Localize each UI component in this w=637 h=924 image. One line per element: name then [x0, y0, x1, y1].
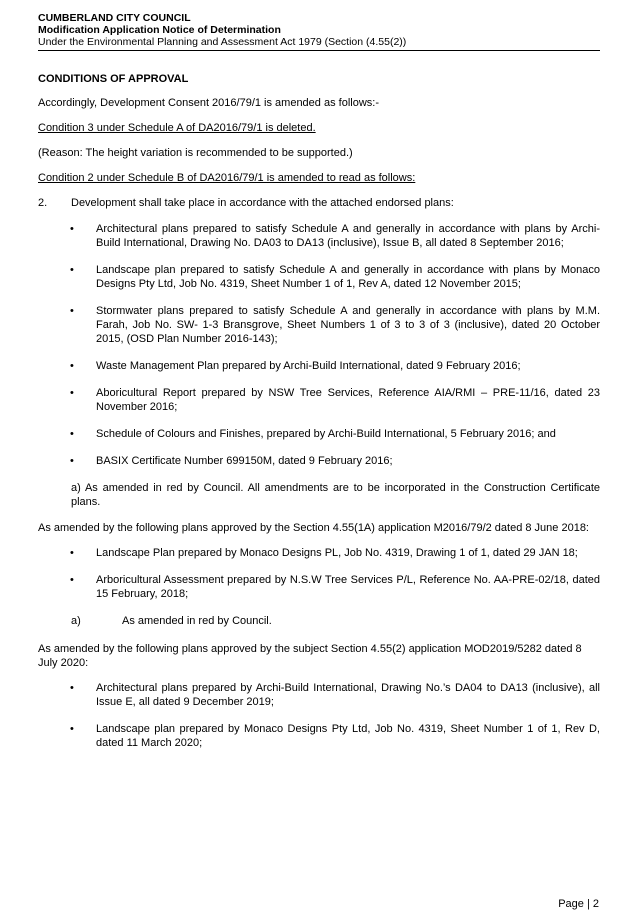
sub-clause-text: As amended in red by Council. — [122, 615, 272, 627]
bullet-icon: • — [70, 682, 74, 694]
notice-title: Modification Application Notice of Determination — [38, 24, 281, 36]
list-item: • Landscape plan prepared by Monaco Designs Pty Ltd, Job No. 4319, Sheet Number 1 of 1, Rev D, dated 11 March 2020; — [70, 723, 600, 749]
act-reference: Under the Environmental Planning and Assessment Act 1979 (Section (4.55(2)) — [38, 36, 407, 48]
bullet-icon: • — [70, 305, 74, 317]
condition-2-amended: Condition 2 under Schedule B of DA2016/79/1 is amended to read as follows: — [38, 172, 416, 184]
bullet-icon: • — [70, 723, 74, 735]
item-number: 2. — [38, 197, 48, 209]
numbered-item — [38, 196, 600, 210]
section-heading: CONDITIONS OF APPROVAL — [38, 73, 189, 85]
intro-paragraph: Accordingly, Development Consent 2016/79/1 is amended as follows:- — [38, 97, 379, 109]
page-header — [38, 12, 600, 51]
reason-paragraph: (Reason: The height variation is recommended to be supported.) — [38, 147, 353, 159]
list-item: • Landscape plan prepared to satisfy Schedule A and generally in accordance with plans by Monaco Designs Pty Ltd, Job No. 4319, Sheet Number 1 of 1, Rev A, dated 12 November 2015; — [70, 264, 600, 290]
bullet-icon: • — [70, 455, 74, 467]
list-item: • Stormwater plans prepared to satisfy Schedule A and generally in accordance with plans by M.M. Farah, Job No. SW- 1-3 Bransgrove, Sheet Numbers 1 of 3 to 3 of 3 (inclusive), dated 20 October 2015, (OSD Plan Number 2016-143); — [70, 305, 600, 345]
sub-clause-a-council-amendments: a) As amended in red by Council. All amendments are to be incorporated in the Construction Certificate plans. — [71, 482, 600, 508]
bullet-icon: • — [70, 223, 74, 235]
list-item: • Arboricultural Assessment prepared by N.S.W Tree Services P/L, Reference No. AA-PRE-02/18, dated 15 February, 2018; — [70, 574, 600, 600]
council-name: CUMBERLAND CITY COUNCIL — [38, 12, 191, 24]
bullet-list-amendment-1 — [38, 546, 600, 601]
bullet-list-amendment-2 — [38, 681, 600, 750]
bullet-icon: • — [70, 387, 74, 399]
list-item: • BASIX Certificate Number 699150M, dated 9 February 2016; — [70, 455, 393, 467]
list-item: • Waste Management Plan prepared by Archi-Build International, dated 9 February 2016; — [70, 360, 521, 372]
amendment-paragraph-1: As amended by the following plans approved by the Section 4.55(1A) application M2016/79/2 dated 8 June 2018: — [38, 522, 589, 534]
bullet-icon: • — [70, 574, 74, 586]
list-item: • Aboricultural Report prepared by NSW Tree Services, Reference AIA/RMI – PRE-11/16, dated 23 November 2016; — [70, 387, 600, 413]
item-text: Development shall take place in accordance with the attached endorsed plans: — [71, 197, 454, 209]
bullet-icon: • — [70, 428, 74, 440]
bullet-list-endorsed-plans — [38, 222, 600, 468]
page-content — [38, 72, 600, 763]
list-item: • Architectural plans prepared to satisfy Schedule A and generally in accordance with plans by Archi-Build International, Drawing No. DA03 to DA13 (inclusive), Issue B, all dated 8 September 2016; — [70, 223, 600, 249]
list-item: • Schedule of Colours and Finishes, prepared by Archi-Build International, 5 February 2016; and — [70, 428, 556, 440]
bullet-icon: • — [70, 264, 74, 276]
list-item: • Architectural plans prepared by Archi-Build International, Drawing No.’s DA04 to DA13 (inclusive), all Issue E, all dated 9 December 2019; — [70, 682, 600, 708]
amendment-paragraph-2: As amended by the following plans approved by the subject Section 4.55(2) application MOD2019/5282 dated 8 July 2020: — [38, 643, 582, 669]
sub-clause-a-red-amendments — [38, 614, 600, 628]
page-number: Page | 2 — [558, 898, 599, 910]
sub-clause-label: a) — [71, 615, 81, 627]
bullet-icon: • — [70, 547, 74, 559]
bullet-icon: • — [70, 360, 74, 372]
list-item: • Landscape Plan prepared by Monaco Designs PL, Job No. 4319, Drawing 1 of 1, dated 29 JAN 18; — [70, 547, 578, 559]
condition-3-deleted: Condition 3 under Schedule A of DA2016/79/1 is deleted. — [38, 122, 316, 134]
